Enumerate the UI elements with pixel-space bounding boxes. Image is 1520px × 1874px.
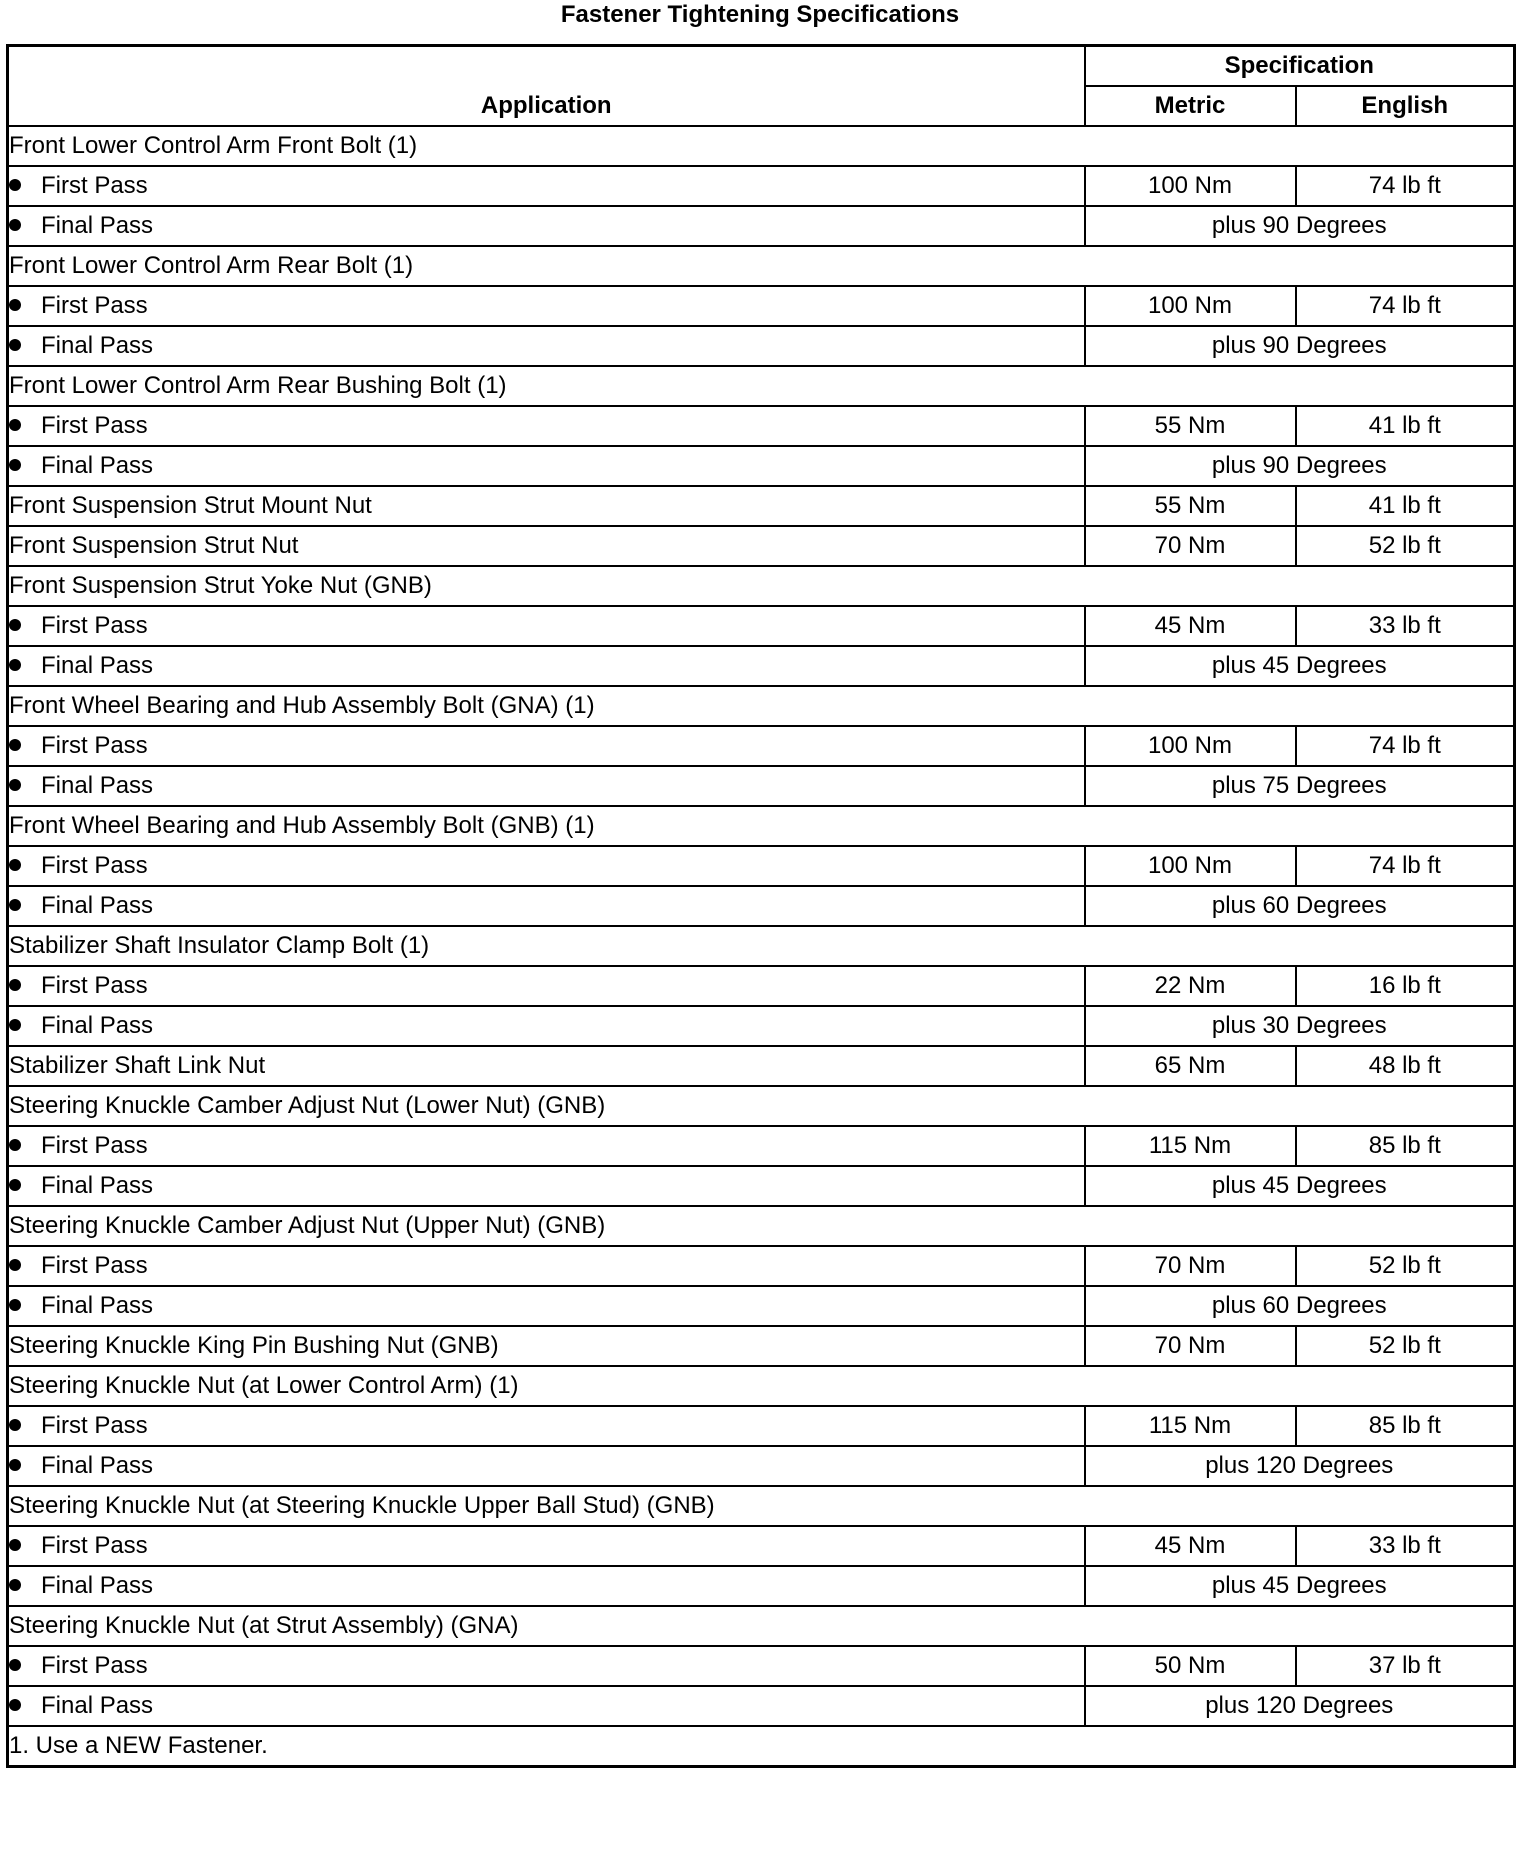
empty-spec-cell — [1085, 686, 1515, 726]
pass-label: First Pass — [41, 1532, 148, 1559]
table-row — [8, 1366, 1515, 1406]
table-row — [8, 366, 1515, 406]
table-body — [8, 126, 1515, 1726]
english-value: 52 lb ft — [1296, 1326, 1515, 1366]
bullet-icon — [9, 1419, 21, 1431]
english-value: 33 lb ft — [1296, 1526, 1515, 1566]
fastener-group-label: Stabilizer Shaft Insulator Clamp Bolt (1) — [8, 926, 1085, 966]
pass-label-cell — [8, 766, 1085, 806]
bullet-icon — [9, 659, 21, 671]
table-row — [8, 886, 1515, 926]
metric-value: 70 Nm — [1085, 1326, 1296, 1366]
metric-value: 45 Nm — [1085, 1526, 1296, 1566]
pass-label: Final Pass — [41, 1572, 154, 1599]
fastener-label: Front Suspension Strut Nut — [8, 526, 1085, 566]
english-header: English — [1296, 86, 1515, 126]
pass-label-cell — [8, 886, 1085, 926]
table-row — [8, 1566, 1515, 1606]
fastener-group-label: Front Wheel Bearing and Hub Assembly Bolt (GNA) (1) — [8, 686, 1085, 726]
empty-spec-cell — [1085, 1366, 1515, 1406]
pass-label-cell — [8, 1526, 1085, 1566]
table-row — [8, 526, 1515, 566]
bullet-icon — [9, 1699, 21, 1711]
bullet-icon — [9, 459, 21, 471]
english-value: 48 lb ft — [1296, 1046, 1515, 1086]
angle-spec-value: plus 60 Degrees — [1085, 1286, 1515, 1326]
pass-label: Final Pass — [41, 212, 154, 239]
pass-label-cell — [8, 1406, 1085, 1446]
pass-label-cell — [8, 646, 1085, 686]
pass-label-cell — [8, 966, 1085, 1006]
table-row — [8, 246, 1515, 286]
pass-label-cell — [8, 406, 1085, 446]
table-row — [8, 966, 1515, 1006]
bullet-icon — [9, 859, 21, 871]
bullet-icon — [9, 1019, 21, 1031]
specifications-table — [6, 44, 1516, 1768]
table-row — [8, 566, 1515, 606]
pass-label: First Pass — [41, 172, 148, 199]
specification-header: Specification — [1085, 46, 1515, 87]
table-row — [8, 166, 1515, 206]
metric-value: 45 Nm — [1085, 606, 1296, 646]
fastener-label: Front Suspension Strut Mount Nut — [8, 486, 1085, 526]
english-value: 37 lb ft — [1296, 1646, 1515, 1686]
pass-label-cell — [8, 1686, 1085, 1726]
table-row — [8, 1406, 1515, 1446]
fastener-label: Steering Knuckle King Pin Bushing Nut (GNB) — [8, 1326, 1085, 1366]
pass-label-cell — [8, 446, 1085, 486]
angle-spec-value: plus 90 Degrees — [1085, 326, 1515, 366]
header-row-top — [8, 46, 1515, 87]
angle-spec-value: plus 60 Degrees — [1085, 886, 1515, 926]
bullet-icon — [9, 779, 21, 791]
metric-value: 22 Nm — [1085, 966, 1296, 1006]
pass-label: Final Pass — [41, 1012, 154, 1039]
pass-label-cell — [8, 1126, 1085, 1166]
pass-label-cell — [8, 326, 1085, 366]
pass-label: First Pass — [41, 1132, 148, 1159]
pass-label-cell — [8, 1646, 1085, 1686]
bullet-icon — [9, 619, 21, 631]
metric-value: 100 Nm — [1085, 846, 1296, 886]
bullet-icon — [9, 1659, 21, 1671]
pass-label: Final Pass — [41, 332, 154, 359]
empty-spec-cell — [1085, 1086, 1515, 1126]
pass-label: First Pass — [41, 1412, 148, 1439]
fastener-group-label: Steering Knuckle Nut (at Steering Knuckle Upper Ball Stud) (GNB) — [8, 1486, 1085, 1526]
empty-spec-cell — [1085, 1606, 1515, 1646]
pass-label: First Pass — [41, 1252, 148, 1279]
pass-label: First Pass — [41, 292, 148, 319]
pass-label: First Pass — [41, 612, 148, 639]
pass-label: Final Pass — [41, 1452, 154, 1479]
table-row — [8, 1006, 1515, 1046]
english-value: 74 lb ft — [1296, 726, 1515, 766]
table-row — [8, 326, 1515, 366]
table-row — [8, 1086, 1515, 1126]
table-row — [8, 1606, 1515, 1646]
english-value: 52 lb ft — [1296, 1246, 1515, 1286]
metric-value: 55 Nm — [1085, 486, 1296, 526]
fastener-group-label: Front Wheel Bearing and Hub Assembly Bolt (GNB) (1) — [8, 806, 1085, 846]
angle-spec-value: plus 120 Degrees — [1085, 1446, 1515, 1486]
english-value: 74 lb ft — [1296, 846, 1515, 886]
footnote-row — [8, 1726, 1515, 1767]
empty-spec-cell — [1085, 366, 1515, 406]
bullet-icon — [9, 1299, 21, 1311]
table-row — [8, 286, 1515, 326]
metric-value: 115 Nm — [1085, 1406, 1296, 1446]
english-value: 74 lb ft — [1296, 166, 1515, 206]
pass-label-cell — [8, 1446, 1085, 1486]
english-value: 52 lb ft — [1296, 526, 1515, 566]
table-row — [8, 606, 1515, 646]
metric-value: 70 Nm — [1085, 526, 1296, 566]
table-row — [8, 1166, 1515, 1206]
bullet-icon — [9, 899, 21, 911]
fastener-group-label: Steering Knuckle Camber Adjust Nut (Lower Nut) (GNB) — [8, 1086, 1085, 1126]
pass-label-cell — [8, 166, 1085, 206]
table-row — [8, 1286, 1515, 1326]
pass-label-cell — [8, 1166, 1085, 1206]
table-row — [8, 126, 1515, 166]
bullet-icon — [9, 339, 21, 351]
table-row — [8, 846, 1515, 886]
fastener-group-label: Front Lower Control Arm Rear Bushing Bolt (1) — [8, 366, 1085, 406]
english-value: 85 lb ft — [1296, 1126, 1515, 1166]
fastener-group-label: Front Suspension Strut Yoke Nut (GNB) — [8, 566, 1085, 606]
table-row — [8, 1446, 1515, 1486]
metric-header: Metric — [1085, 86, 1296, 126]
table-row — [8, 726, 1515, 766]
metric-value: 50 Nm — [1085, 1646, 1296, 1686]
angle-spec-value: plus 30 Degrees — [1085, 1006, 1515, 1046]
pass-label-cell — [8, 286, 1085, 326]
application-header: Application — [8, 46, 1085, 127]
table-row — [8, 766, 1515, 806]
pass-label: First Pass — [41, 732, 148, 759]
pass-label: First Pass — [41, 1652, 148, 1679]
pass-label: First Pass — [41, 852, 148, 879]
pass-label-cell — [8, 1566, 1085, 1606]
metric-value: 115 Nm — [1085, 1126, 1296, 1166]
table-row — [8, 446, 1515, 486]
table-row — [8, 406, 1515, 446]
bullet-icon — [9, 1179, 21, 1191]
english-value: 85 lb ft — [1296, 1406, 1515, 1446]
table-row — [8, 646, 1515, 686]
fastener-group-label: Steering Knuckle Nut (at Lower Control Arm) (1) — [8, 1366, 1085, 1406]
bullet-icon — [9, 979, 21, 991]
pass-label-cell — [8, 846, 1085, 886]
metric-value: 100 Nm — [1085, 166, 1296, 206]
fastener-group-label: Steering Knuckle Nut (at Strut Assembly) (GNA) — [8, 1606, 1085, 1646]
english-value: 33 lb ft — [1296, 606, 1515, 646]
bullet-icon — [9, 419, 21, 431]
pass-label: Final Pass — [41, 1172, 154, 1199]
table-row — [8, 486, 1515, 526]
bullet-icon — [9, 1139, 21, 1151]
page-title: Fastener Tightening Specifications — [560, 1, 960, 28]
pass-label-cell — [8, 1286, 1085, 1326]
pass-label: Final Pass — [41, 1692, 154, 1719]
fastener-group-label: Steering Knuckle Camber Adjust Nut (Upper Nut) (GNB) — [8, 1206, 1085, 1246]
english-value: 16 lb ft — [1296, 966, 1515, 1006]
bullet-icon — [9, 299, 21, 311]
angle-spec-value: plus 90 Degrees — [1085, 206, 1515, 246]
pass-label: First Pass — [41, 972, 148, 999]
empty-spec-cell — [1085, 1206, 1515, 1246]
table-row — [8, 1686, 1515, 1726]
pass-label-cell — [8, 606, 1085, 646]
pass-label-cell — [8, 206, 1085, 246]
empty-spec-cell — [1085, 926, 1515, 966]
empty-spec-cell — [1085, 1486, 1515, 1526]
table-row — [8, 1206, 1515, 1246]
pass-label-cell — [8, 1246, 1085, 1286]
bullet-icon — [9, 1539, 21, 1551]
metric-value: 100 Nm — [1085, 726, 1296, 766]
angle-spec-value: plus 120 Degrees — [1085, 1686, 1515, 1726]
metric-value: 65 Nm — [1085, 1046, 1296, 1086]
pass-label: Final Pass — [41, 1292, 154, 1319]
table-row — [8, 1326, 1515, 1366]
empty-spec-cell — [1085, 246, 1515, 286]
table-row — [8, 806, 1515, 846]
angle-spec-value: plus 90 Degrees — [1085, 446, 1515, 486]
pass-label-cell — [8, 726, 1085, 766]
table-row — [8, 1526, 1515, 1566]
bullet-icon — [9, 179, 21, 191]
empty-spec-cell — [1085, 806, 1515, 846]
pass-label: Final Pass — [41, 652, 154, 679]
metric-value: 55 Nm — [1085, 406, 1296, 446]
table-row — [8, 1646, 1515, 1686]
bullet-icon — [9, 219, 21, 231]
pass-label: Final Pass — [41, 772, 154, 799]
pass-label: Final Pass — [41, 452, 154, 479]
english-value: 41 lb ft — [1296, 406, 1515, 446]
angle-spec-value: plus 45 Degrees — [1085, 1566, 1515, 1606]
metric-value: 100 Nm — [1085, 286, 1296, 326]
bullet-icon — [9, 1579, 21, 1591]
fastener-group-label: Front Lower Control Arm Front Bolt (1) — [8, 126, 1085, 166]
bullet-icon — [9, 739, 21, 751]
english-value: 74 lb ft — [1296, 286, 1515, 326]
pass-label: Final Pass — [41, 892, 154, 919]
fastener-label: Stabilizer Shaft Link Nut — [8, 1046, 1085, 1086]
angle-spec-value: plus 45 Degrees — [1085, 646, 1515, 686]
footnote: 1. Use a NEW Fastener. — [8, 1726, 1515, 1767]
table-row — [8, 1486, 1515, 1526]
table-row — [8, 926, 1515, 966]
pass-label: First Pass — [41, 412, 148, 439]
table-row — [8, 686, 1515, 726]
table-row — [8, 206, 1515, 246]
table-row — [8, 1046, 1515, 1086]
table-row — [8, 1246, 1515, 1286]
english-value: 41 lb ft — [1296, 486, 1515, 526]
pass-label-cell — [8, 1006, 1085, 1046]
metric-value: 70 Nm — [1085, 1246, 1296, 1286]
empty-spec-cell — [1085, 566, 1515, 606]
angle-spec-value: plus 45 Degrees — [1085, 1166, 1515, 1206]
table-row — [8, 1126, 1515, 1166]
fastener-group-label: Front Lower Control Arm Rear Bolt (1) — [8, 246, 1085, 286]
empty-spec-cell — [1085, 126, 1515, 166]
angle-spec-value: plus 75 Degrees — [1085, 766, 1515, 806]
bullet-icon — [9, 1459, 21, 1471]
bullet-icon — [9, 1259, 21, 1271]
